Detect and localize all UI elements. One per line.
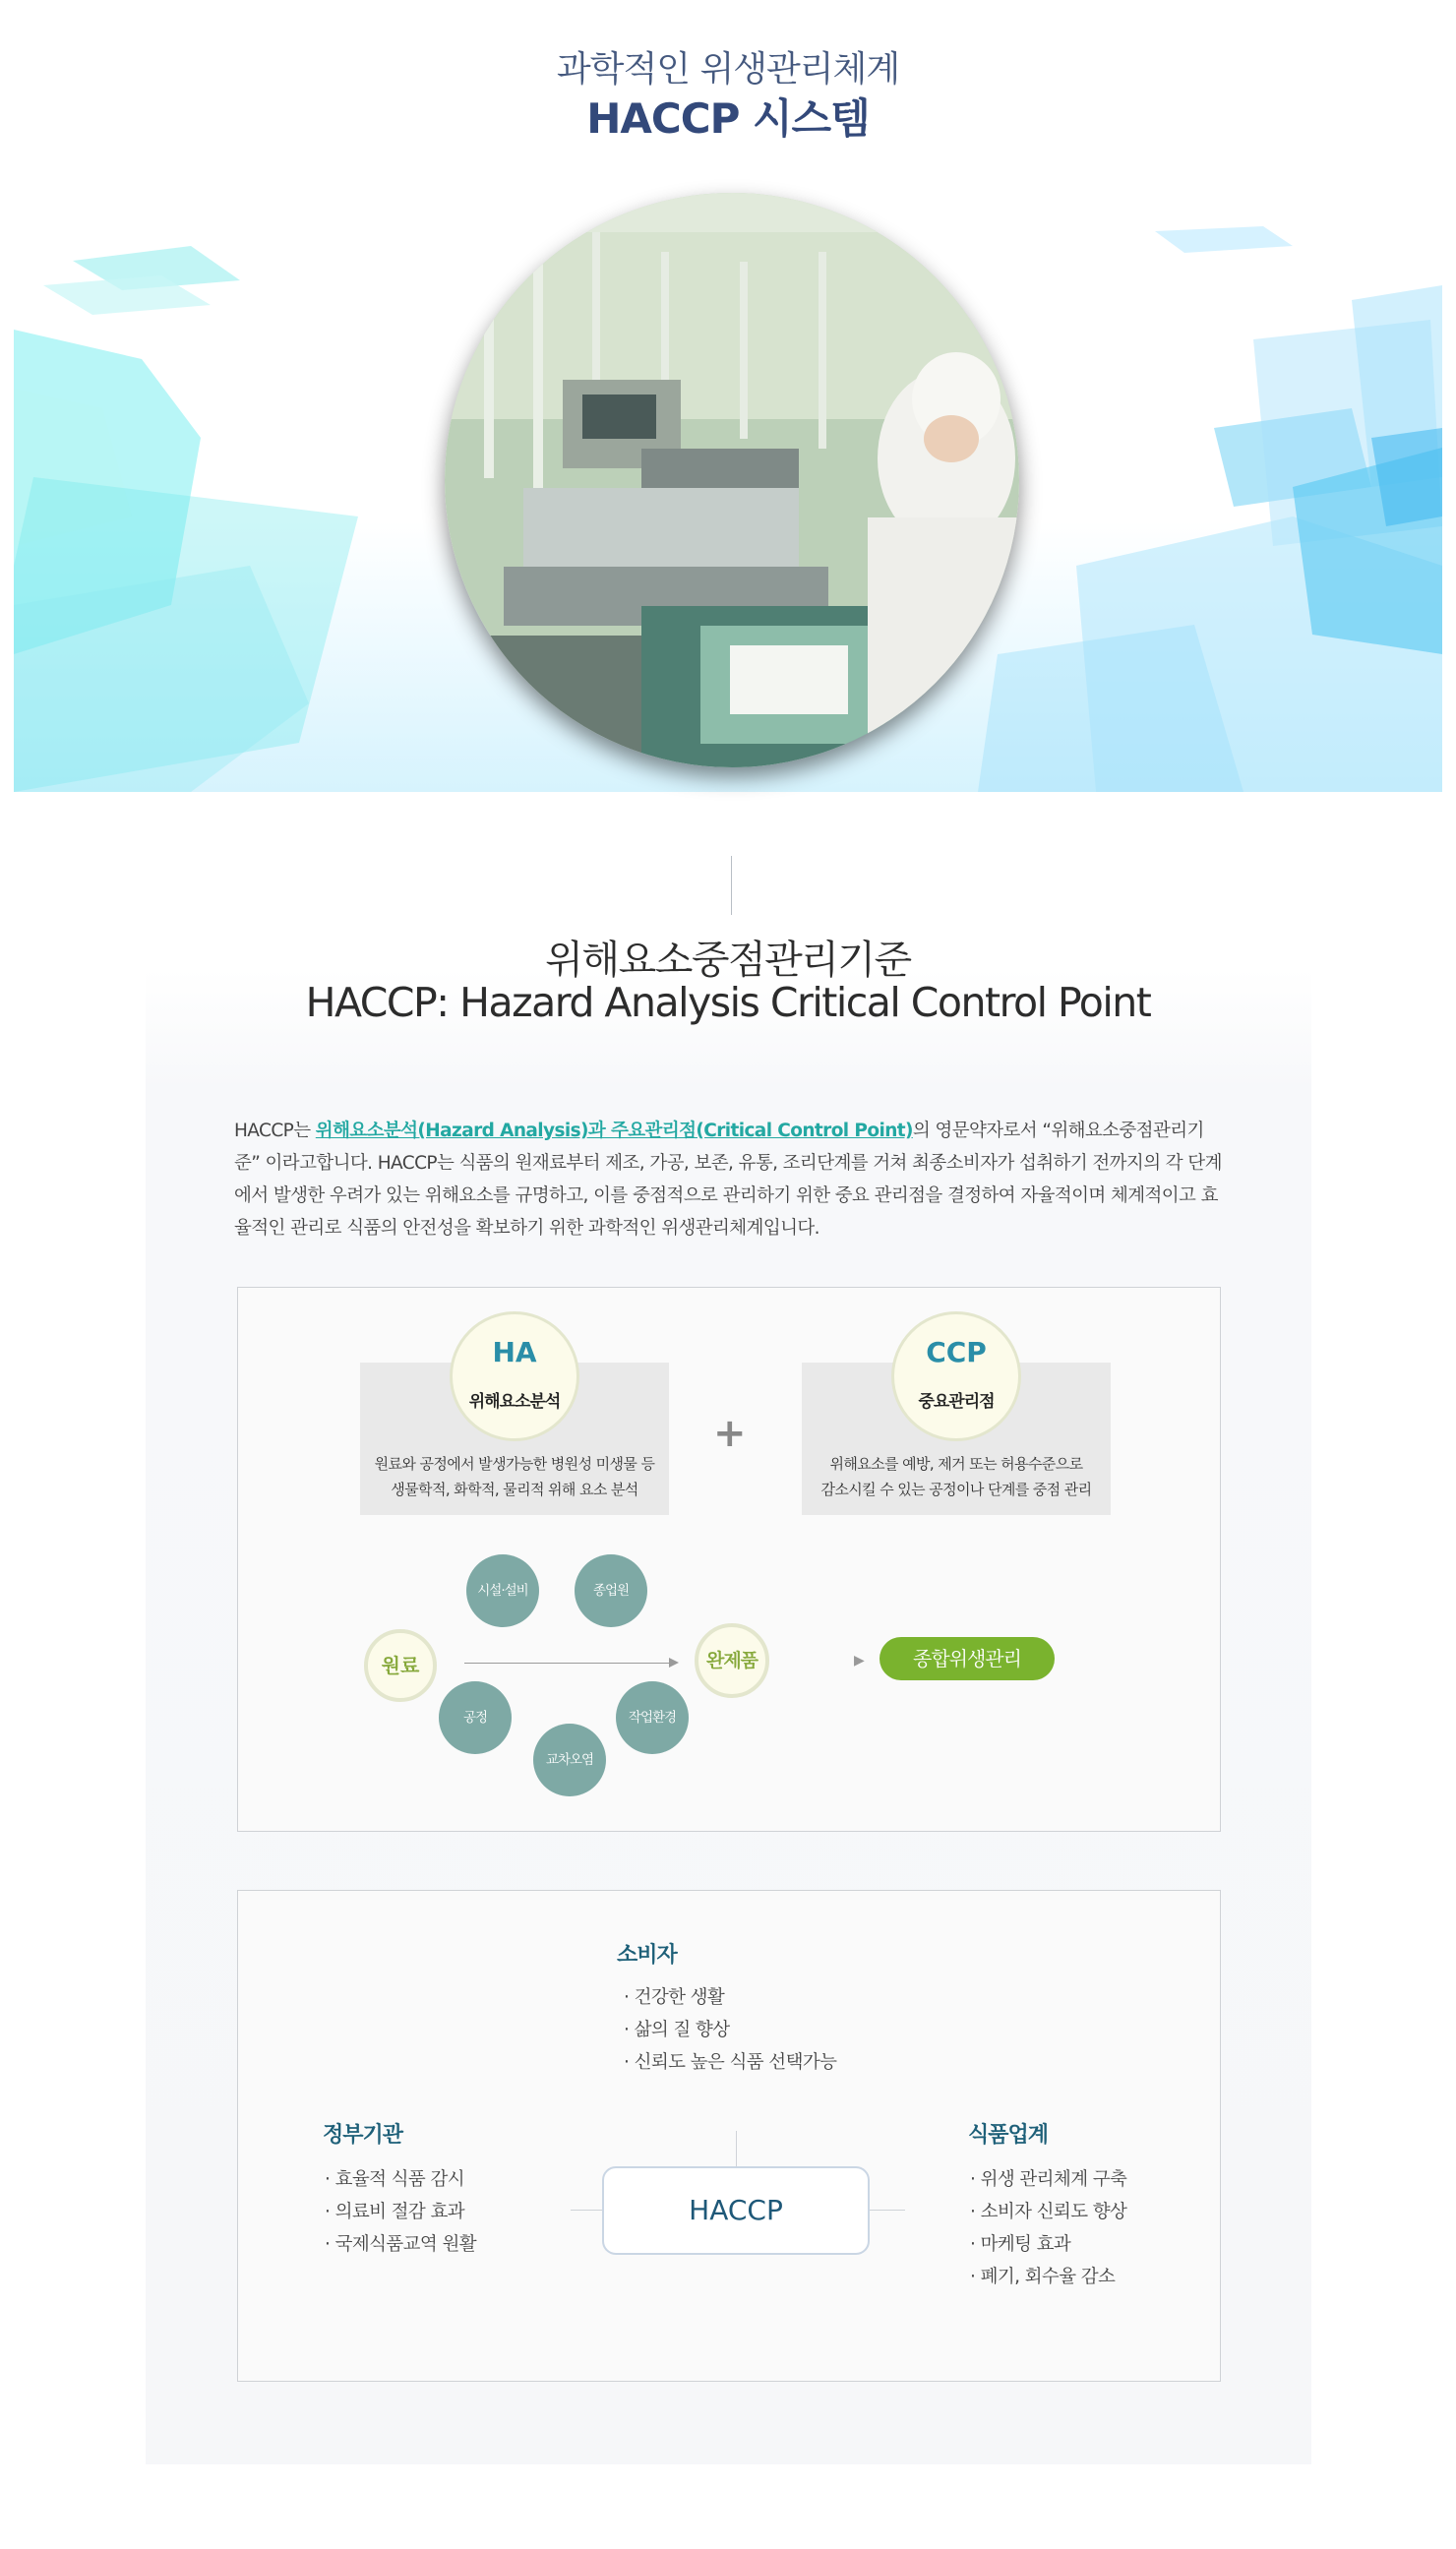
ccp-description-line-1: 위해요소를 예방, 제거 또는 허용수준으로 bbox=[829, 1455, 1083, 1473]
hero-title: HACCP 시스템 bbox=[586, 94, 870, 143]
total-hygiene-pill: 종합위생관리 bbox=[880, 1637, 1055, 1680]
list-item: · 삶의 질 향상 bbox=[624, 2014, 836, 2046]
consumer-title: 소비자 bbox=[617, 1943, 677, 1968]
raw-material-node: 원료 bbox=[364, 1629, 437, 1702]
ha-name: 위해요소분석 bbox=[468, 1392, 561, 1412]
hero-subtitle: 과학적인 위생관리체계 bbox=[556, 49, 900, 90]
haccp-center-box: HACCP bbox=[602, 2166, 870, 2255]
ccp-code: CCP bbox=[926, 1336, 987, 1368]
flow-arrow-head-icon bbox=[669, 1658, 679, 1668]
finished-product-node: 완제품 bbox=[695, 1623, 769, 1698]
haccp-diagram-box bbox=[237, 1287, 1221, 1832]
list-item: · 효율적 식품 감시 bbox=[325, 2163, 476, 2196]
list-item: · 소비자 신뢰도 향상 bbox=[970, 2196, 1126, 2228]
ccp-description-line-2: 감소시킬 수 있는 공정이나 단계를 중점 관리 bbox=[820, 1481, 1092, 1498]
ccp-badge bbox=[891, 1311, 1021, 1441]
ha-badge bbox=[450, 1311, 579, 1441]
intro-highlight: 위해요소분석(Hazard Analysis)과 주요관리점(Critical Control Point) bbox=[315, 1121, 913, 1141]
ccp-name: 중요관리점 bbox=[918, 1392, 995, 1412]
industry-title: 식품업계 bbox=[968, 2123, 1049, 2148]
ha-description-line-2: 생물학적, 화학적, 물리적 위해 요소 분석 bbox=[391, 1481, 638, 1498]
plus-icon: + bbox=[713, 1411, 747, 1456]
ccp-description bbox=[810, 1451, 1103, 1502]
ha-description-line-1: 원료와 공정에서 발생가능한 병원성 미생물 등 bbox=[374, 1455, 655, 1473]
section-title-korean: 위해요소중점관리기준 bbox=[545, 938, 911, 983]
government-benefits-list bbox=[325, 2163, 476, 2261]
factor-facility: 시설·설비 bbox=[466, 1554, 539, 1627]
connector-right bbox=[870, 2210, 905, 2211]
list-item: · 국제식품교역 원활 bbox=[325, 2228, 476, 2261]
factor-work-environment: 작업환경 bbox=[616, 1681, 689, 1754]
list-item: · 위생 관리체계 구축 bbox=[970, 2163, 1126, 2196]
intro-paragraph bbox=[234, 1115, 1228, 1244]
arrow-right-icon: ▶ bbox=[854, 1653, 865, 1669]
intro-body: 의 영문약자로서 “위해요소중점관리기준” 이라고합니다. HACCP는 식품의 원재료부터 제조, 가공, 보존, 유통, 조리단계를 거쳐 최종소비자가 섭취하기 전까지의 각 단계에서 발생한 우려가 있는 위해요소를 규명하고, 이를 중점적으로 관리하기 위한 중요 관리점을 결정하여 자율적이며 체계적이고 효율적인 관리로 식품의 안전성을 확보하기 위한 과학적인 위생관리체계입니다. bbox=[234, 1121, 1222, 1239]
ha-code: HA bbox=[492, 1336, 537, 1368]
factor-employee: 종업원 bbox=[575, 1554, 647, 1627]
flow-arrow-line bbox=[464, 1663, 671, 1664]
factory-photo bbox=[445, 193, 1019, 767]
connector-left bbox=[571, 2210, 602, 2211]
section-divider bbox=[731, 856, 732, 915]
list-item: · 신뢰도 높은 식품 선택가능 bbox=[624, 2046, 836, 2079]
government-title: 정부기관 bbox=[323, 2123, 403, 2148]
factory-illustration bbox=[445, 193, 1019, 767]
factor-process: 공정 bbox=[439, 1681, 512, 1754]
benefits-box bbox=[237, 1890, 1221, 2382]
section-title-english: HACCP: Hazard Analysis Critical Control Point bbox=[305, 979, 1151, 1026]
list-item: · 의료비 절감 효과 bbox=[325, 2196, 476, 2228]
list-item: · 건강한 생활 bbox=[624, 1981, 836, 2014]
ha-description bbox=[368, 1451, 661, 1502]
consumer-benefits-list bbox=[624, 1981, 836, 2079]
list-item: · 폐기, 회수율 감소 bbox=[970, 2261, 1126, 2293]
intro-lead: HACCP는 bbox=[234, 1121, 316, 1141]
factor-cross-contamination: 교차오염 bbox=[533, 1724, 606, 1796]
connector-top bbox=[736, 2131, 737, 2166]
industry-benefits-list bbox=[970, 2163, 1126, 2293]
list-item: · 마케팅 효과 bbox=[970, 2228, 1126, 2261]
